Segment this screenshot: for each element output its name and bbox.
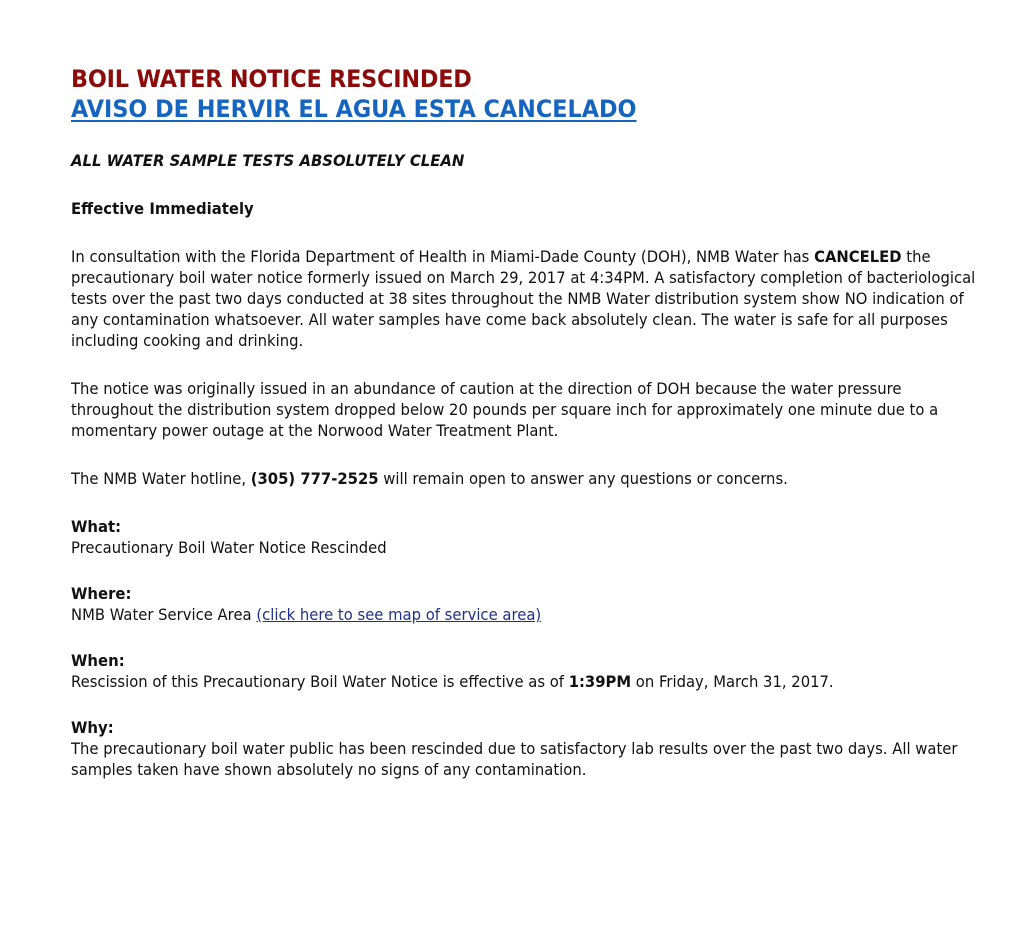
why-value: The precautionary boil water public has been rescinded due to satisfactory lab results over the past two days. All water samples taken have shown absolutely no signs of any contamination. xyxy=(71,739,958,779)
title-english: BOIL WATER NOTICE RESCINDED xyxy=(71,65,472,93)
paragraph-origin: The notice was originally issued in an abundance of caution at the direction of DOH because the water pressure throughout the distribution system dropped below 20 pounds per square inch for approximately one minute due to a momentary power outage at the Norwood Water Treatment Plant. xyxy=(71,379,939,440)
canceled-emphasis: CANCELED xyxy=(814,247,902,266)
what-label: What: xyxy=(71,517,122,536)
paragraph-hotline xyxy=(71,468,982,489)
why-label: Why: xyxy=(71,718,114,737)
when-intro: Rescission of this Precautionary Boil Water Notice is effective as of xyxy=(71,672,569,691)
hotline-phone: (305) 777-2525 xyxy=(250,469,379,488)
effective-label: Effective Immediately xyxy=(71,199,254,218)
when-time: 1:39PM xyxy=(568,672,632,691)
service-area-map-link[interactable]: (click here to see map of service area) xyxy=(256,605,542,624)
what-value: Precautionary Boil Water Notice Rescinded xyxy=(71,538,387,557)
where-area: NMB Water Service Area xyxy=(71,605,257,624)
where-value xyxy=(71,604,982,625)
when-value xyxy=(71,671,982,692)
notice-document xyxy=(71,64,991,780)
title-spanish-link[interactable]: AVISO DE HERVIR EL AGUA ESTA CANCELADO xyxy=(71,95,637,123)
subheading: ALL WATER SAMPLE TESTS ABSOLUTELY CLEAN xyxy=(71,151,465,170)
where-label: Where: xyxy=(71,584,132,603)
hotline-rest: will remain open to answer any questions or concerns. xyxy=(378,469,788,488)
when-label: When: xyxy=(71,651,125,670)
paragraph-consultation xyxy=(71,246,982,351)
paragraph1-intro: In consultation with the Florida Department of Health in Miami-Dade County (DOH), NMB Water has xyxy=(71,247,815,266)
hotline-intro: The NMB Water hotline, xyxy=(71,469,251,488)
when-rest: on Friday, March 31, 2017. xyxy=(631,672,834,691)
paragraph1-rest: the precautionary boil water notice formerly issued on March 29, 2017 at 4:34PM. A satisfactory completion of bacteriological tests over the past two days conducted at 38 sites throughout the NMB Water distribution system show NO indication of any contamination whatsoever. All water samples have come back absolutely clean. The water is safe for all purposes including cooking and drinking. xyxy=(71,247,976,350)
